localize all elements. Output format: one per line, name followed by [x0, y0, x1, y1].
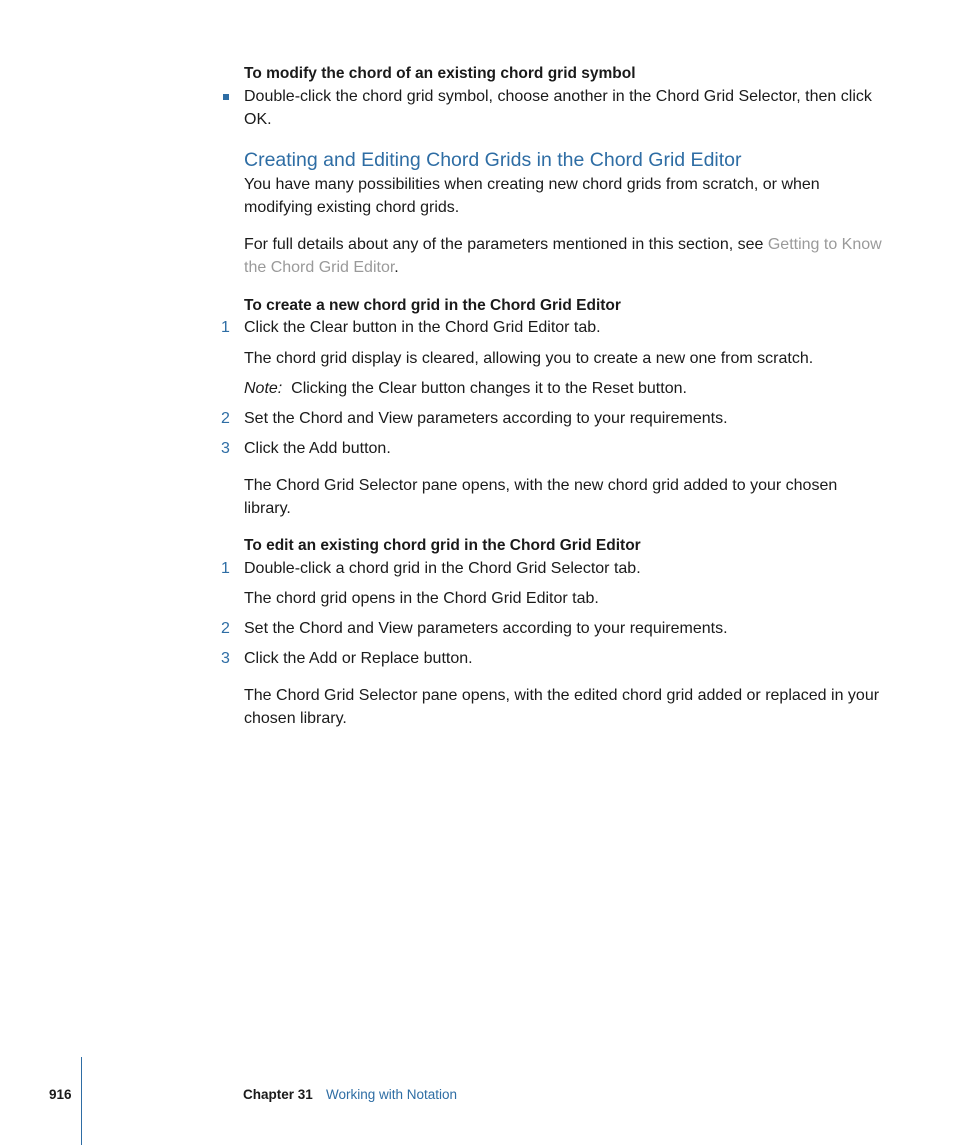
create-step-1-result: The chord grid display is cleared, allowing you to create a new one from scratch. — [244, 350, 814, 367]
create-step-1-text: Click the Clear button in the Chord Grid Editor tab. — [244, 319, 601, 336]
chord-grid-editor-link[interactable]: Getting to Know the Chord Grid Editor — [244, 236, 882, 276]
section-details — [244, 233, 884, 279]
note-label: Note: — [244, 380, 283, 397]
section-title: Creating and Editing Chord Grids in the Chord Grid Editor — [244, 149, 742, 171]
edit-step-1-text: Double-click a chord grid in the Chord Grid Selector tab. — [244, 560, 641, 577]
create-note — [244, 377, 884, 400]
edit-heading: To edit an existing chord grid in the Chord Grid Editor — [244, 537, 641, 554]
details-suffix: . — [394, 259, 399, 276]
create-step-1-number: 1 — [221, 319, 230, 336]
edit-step-1-result: The chord grid opens in the Chord Grid Editor tab. — [244, 590, 599, 607]
section-intro: You have many possibilities when creating new chord grids from scratch, or when modifying existing chord grids. — [244, 176, 820, 216]
create-step-3-text: Click the Add button. — [244, 440, 391, 457]
footer-divider — [81, 1057, 82, 1145]
page-number: 916 — [49, 1087, 72, 1102]
footer-chapter: Chapter 31 — [243, 1087, 313, 1102]
create-step-3-number: 3 — [221, 440, 230, 457]
bullet-icon — [223, 94, 229, 100]
edit-result: The Chord Grid Selector pane opens, with the edited chord grid added or replaced in your chosen library. — [244, 687, 880, 727]
edit-step-2-text: Set the Chord and View parameters according to your requirements. — [244, 620, 728, 637]
create-result: The Chord Grid Selector pane opens, with the new chord grid added to your chosen library. — [244, 477, 838, 517]
modify-heading: To modify the chord of an existing chord grid symbol — [244, 65, 636, 82]
footer-chapter-title: Working with Notation — [326, 1087, 458, 1102]
details-prefix: For full details about any of the parameters mentioned in this section, see — [244, 236, 768, 253]
edit-step-2-number: 2 — [221, 620, 230, 637]
note-text: Clicking the Clear button changes it to the Reset button. — [291, 380, 687, 397]
edit-step-3-number: 3 — [221, 650, 230, 667]
create-step-2-number: 2 — [221, 410, 230, 427]
modify-bullet-text: Double-click the chord grid symbol, choose another in the Chord Grid Selector, then click OK. — [244, 88, 872, 128]
edit-step-3-text: Click the Add or Replace button. — [244, 650, 473, 667]
edit-step-1-number: 1 — [221, 560, 230, 577]
create-step-2-text: Set the Chord and View parameters according to your requirements. — [244, 410, 728, 427]
create-heading: To create a new chord grid in the Chord Grid Editor — [244, 297, 621, 314]
